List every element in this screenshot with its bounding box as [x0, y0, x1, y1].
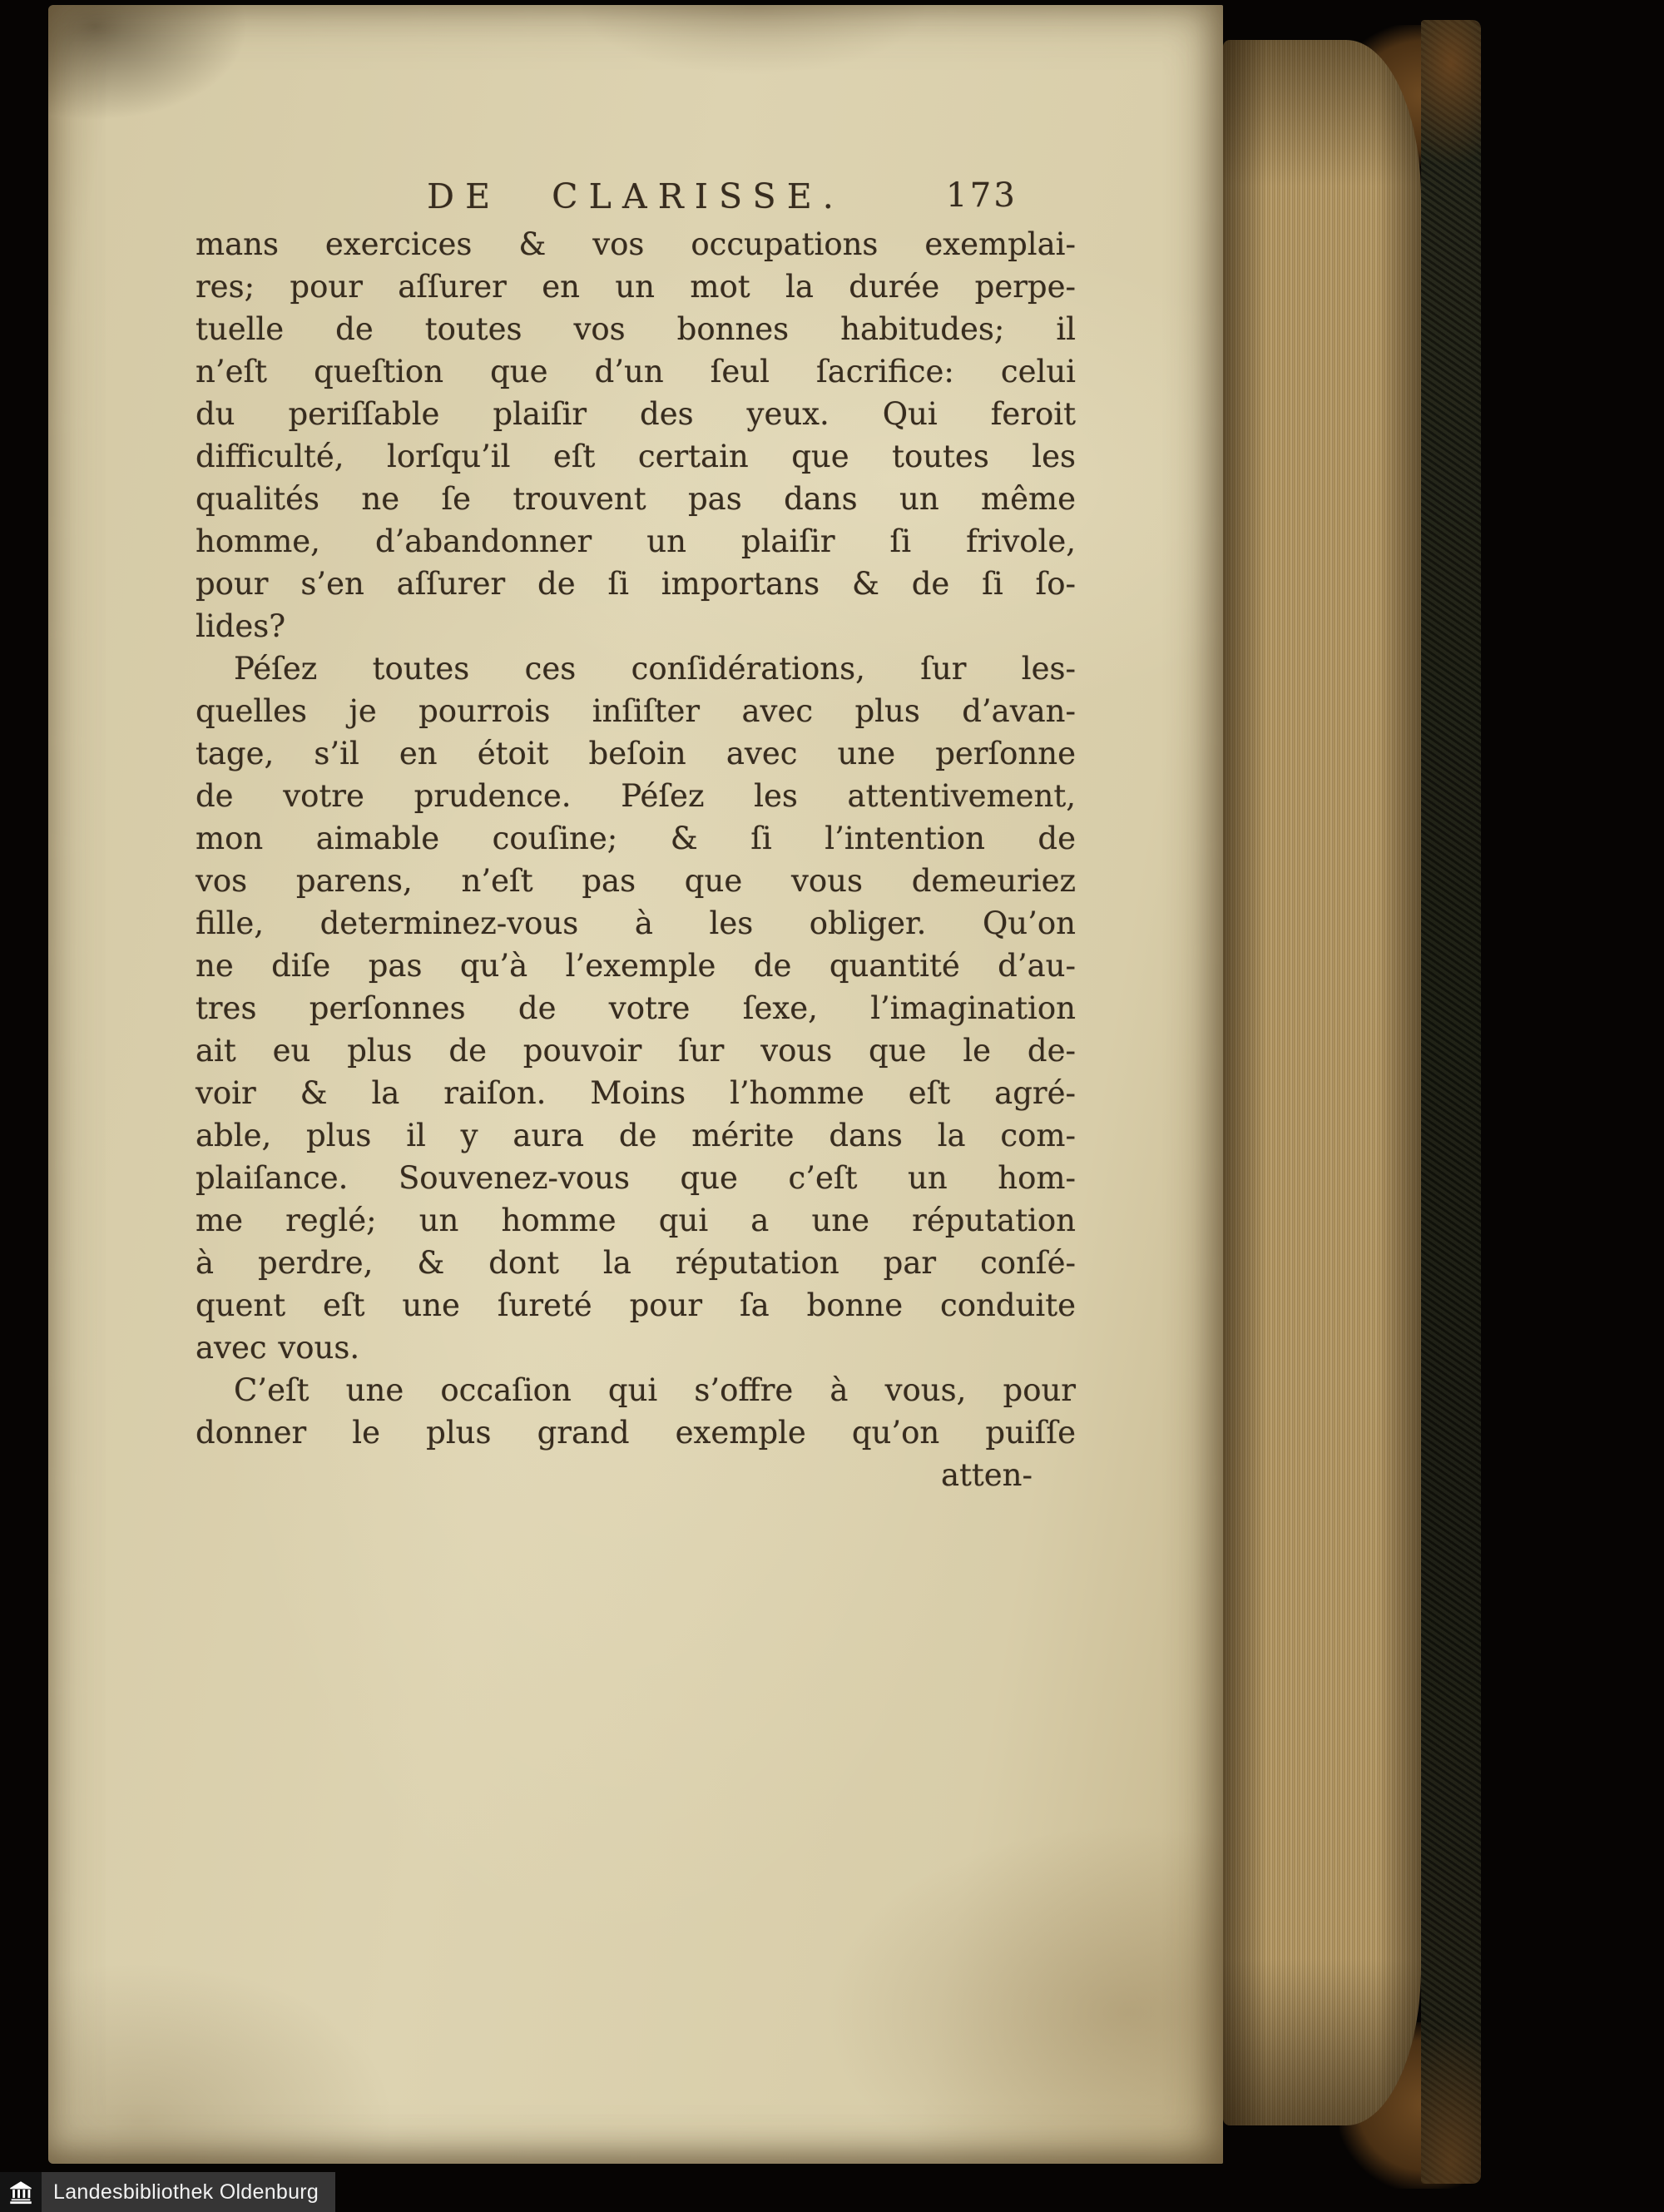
text-block — [196, 223, 1076, 1496]
text-line: n’eſt queſtion que d’un ſeul ſacrifice: celui — [196, 354, 1076, 389]
text-line: Péſez toutes ces conſidérations, ſur les- — [234, 651, 1076, 687]
text-line: mon aimable couſine; & ſi l’intention de — [196, 821, 1076, 856]
page-header — [196, 176, 1076, 223]
text-line: qualités ne ſe trouvent pas dans un même — [196, 481, 1076, 517]
text-line: tres perſonnes de votre ſexe, l’imagination — [196, 990, 1076, 1026]
text-line: quelles je pourrois inſiſter avec plus d’avan- — [196, 693, 1076, 729]
text-line: donner le plus grand exemple qu’on puiſſe — [196, 1415, 1076, 1451]
book-page — [48, 5, 1223, 2164]
library-watermark-label: Landesbibliothek Oldenburg — [42, 2172, 335, 2212]
library-watermark — [0, 2172, 335, 2212]
text-line: difficulté, lorſqu’il eſt certain que toutes les — [196, 439, 1076, 474]
text-line: à perdre, & dont la réputation par conſé- — [196, 1245, 1076, 1281]
text-line: fille, determinez-vous à les obliger. Qu’on — [196, 905, 1076, 941]
page-number: 173 — [946, 176, 1018, 215]
text-line: tage, s’il en étoit beſoin avec une perſonne — [196, 736, 1076, 771]
paragraph — [196, 1369, 1076, 1454]
text-line: lides? — [196, 608, 286, 644]
book-fore-edge — [1223, 40, 1421, 2125]
text-line: avec vous. — [196, 1330, 360, 1366]
text-line: homme, d’abandonner un plaiſir ſi frivole, — [196, 523, 1076, 559]
text-line: tuelle de toutes vos bonnes habitudes; il — [196, 311, 1076, 347]
text-line: ne diſe pas qu’à l’exemple de quantité d’au- — [196, 948, 1076, 984]
text-line: able, plus il y aura de mérite dans la com- — [196, 1118, 1076, 1153]
catchword: atten- — [940, 1457, 1033, 1493]
library-building-icon — [0, 2172, 42, 2212]
text-line: vos parens, n’eſt pas que vous demeuriez — [196, 863, 1076, 899]
text-line: res; pour aſſurer en un mot la durée perpe- — [196, 269, 1076, 305]
paragraphs — [196, 223, 1076, 1454]
text-line: mans exercices & vos occupations exemplai- — [196, 226, 1076, 262]
text-line: voir & la raiſon. Moins l’homme eſt agré- — [196, 1075, 1076, 1111]
text-line: plaiſance. Souvenez-vous que c’eſt un hom- — [196, 1160, 1076, 1196]
text-line: ait eu plus de pouvoir ſur vous que le de- — [196, 1033, 1076, 1069]
text-line: C’eſt une occaſion qui s’offre à vous, pour — [234, 1372, 1076, 1408]
text-line: pour s’en aſſurer de ſi importans & de ſi ſo- — [196, 566, 1076, 602]
book-cover-edge — [1421, 20, 1481, 2184]
paragraph — [196, 647, 1076, 1369]
paragraph — [196, 223, 1076, 647]
text-line: me reglé; un homme qui a une réputation — [196, 1203, 1076, 1238]
text-line: quent eſt une ſureté pour ſa bonne conduite — [196, 1287, 1076, 1323]
text-line: de votre prudence. Péſez les attentivement, — [196, 778, 1076, 814]
text-line: du periſſable plaiſir des yeux. Qui feroit — [196, 396, 1076, 432]
running-title: DE CLARISSE. — [427, 176, 844, 216]
